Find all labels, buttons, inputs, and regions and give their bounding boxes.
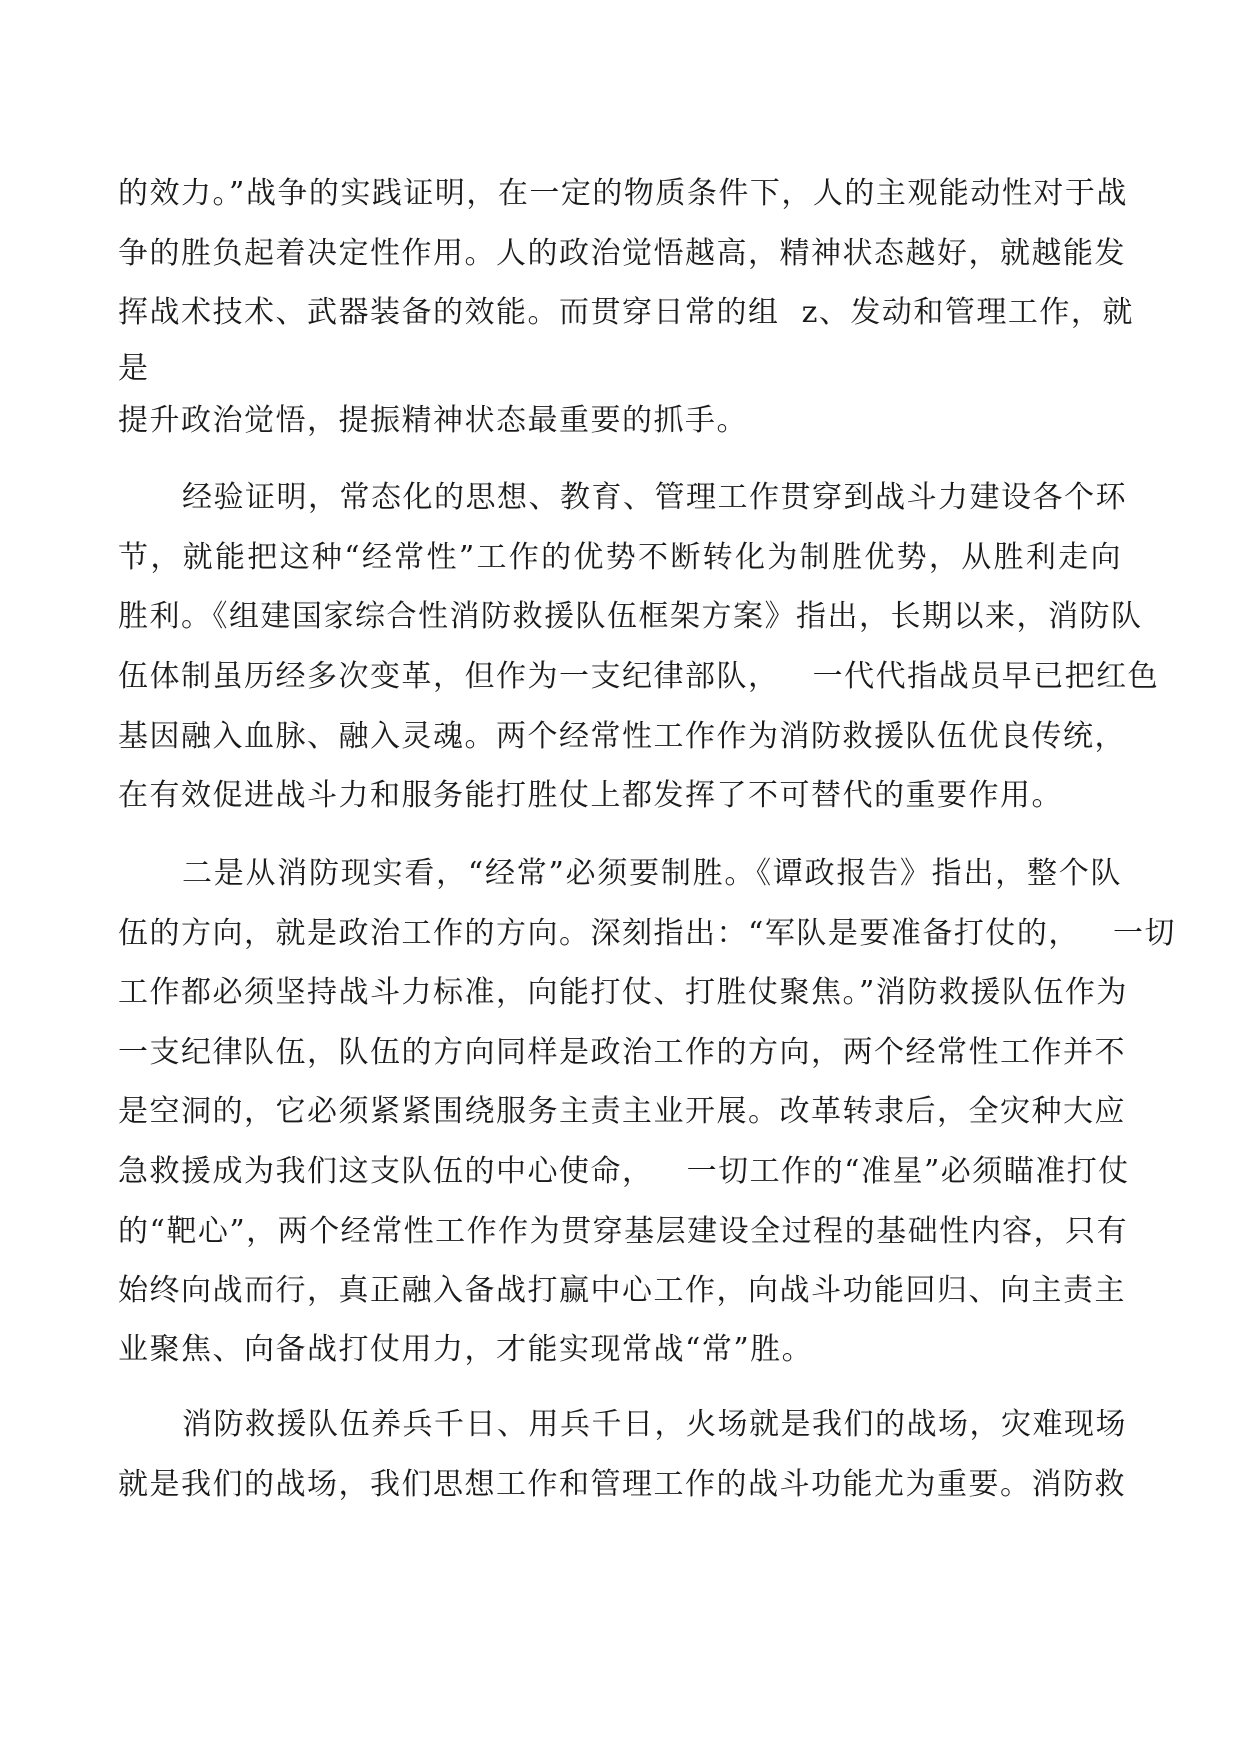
paragraph-first-line: 消防救援队伍养兵千日、用兵千日，火场就是我们的战场，灾难现场 (182, 1407, 1127, 1442)
text-line: 伍的方向，就是政治工作的方向。深刻指出：“军队是要准备打仗的， 一切 (118, 916, 1176, 951)
text-line: 基因融入血脉、融入灵魂。两个经常性工作作为消防救援队伍优良传统， (118, 719, 1126, 754)
text-line: 工作都必须坚持战斗力标准，向能打仗、打胜仗聚焦。”消防救援队伍作为 (118, 975, 1128, 1010)
text-line: 急救援成为我们这支队伍的中心使命， 一切工作的“准星”必须瞄准打仗 (118, 1154, 1130, 1189)
text-line: 业聚焦、向备战打仗用力，才能实现常战“常”胜。 (118, 1332, 814, 1367)
text-line: 提升政治觉悟，提振精神状态最重要的抓手。 (118, 403, 748, 438)
text-line: 是空洞的，它必须紧紧围绕服务主责主业开展。改革转隶后，全灾种大应 (118, 1094, 1126, 1129)
text-line: 在有效促进战斗力和服务能打胜仗上都发挥了不可替代的重要作用。 (118, 778, 1063, 813)
text-line: 伍体制虽历经多次变革，但作为一支纪律部队， 一代代指战员早已把红色 (118, 659, 1160, 694)
text-line: 争的胜负起着决定性作用。人的政治觉悟越高，精神状态越好，就越能发 (118, 236, 1126, 271)
paragraph-first-line: 二是从消防现实看，“经常”必须要制胜。《谭政报告》指出，整个队 (182, 856, 1122, 891)
text-line: 的效力。”战争的实践证明，在一定的物质条件下，人的主观能动性对于战 (118, 176, 1128, 211)
text-line: 节，就能把这种“经常性”工作的优势不断转化为制胜优势，从胜利走向 (118, 540, 1122, 575)
text-line: 始终向战而行，真正融入备战打赢中心工作，向战斗功能回归、向主责主 (118, 1273, 1126, 1308)
text-line: 胜利。《组建国家综合性消防救援队伍框架方案》指出，长期以来，消防队 (118, 599, 1143, 634)
text-line: 一支纪律队伍，队伍的方向同样是政治工作的方向，两个经常性工作并不 (118, 1035, 1126, 1070)
text-line: 就是我们的战场，我们思想工作和管理工作的战斗功能尤为重要。消防救 (118, 1467, 1126, 1502)
paragraph-first-line: 经验证明，常态化的思想、教育、管理工作贯穿到战斗力建设各个环 (182, 480, 1127, 515)
text-line: 是 (118, 351, 150, 386)
text-line: 的“靶心”，两个经常性工作作为贯穿基层建设全过程的基础性内容，只有 (118, 1214, 1129, 1249)
text-line: 挥战术技术、武器装备的效能。而贯穿日常的组 z、发动和管理工作，就 (118, 295, 1134, 330)
